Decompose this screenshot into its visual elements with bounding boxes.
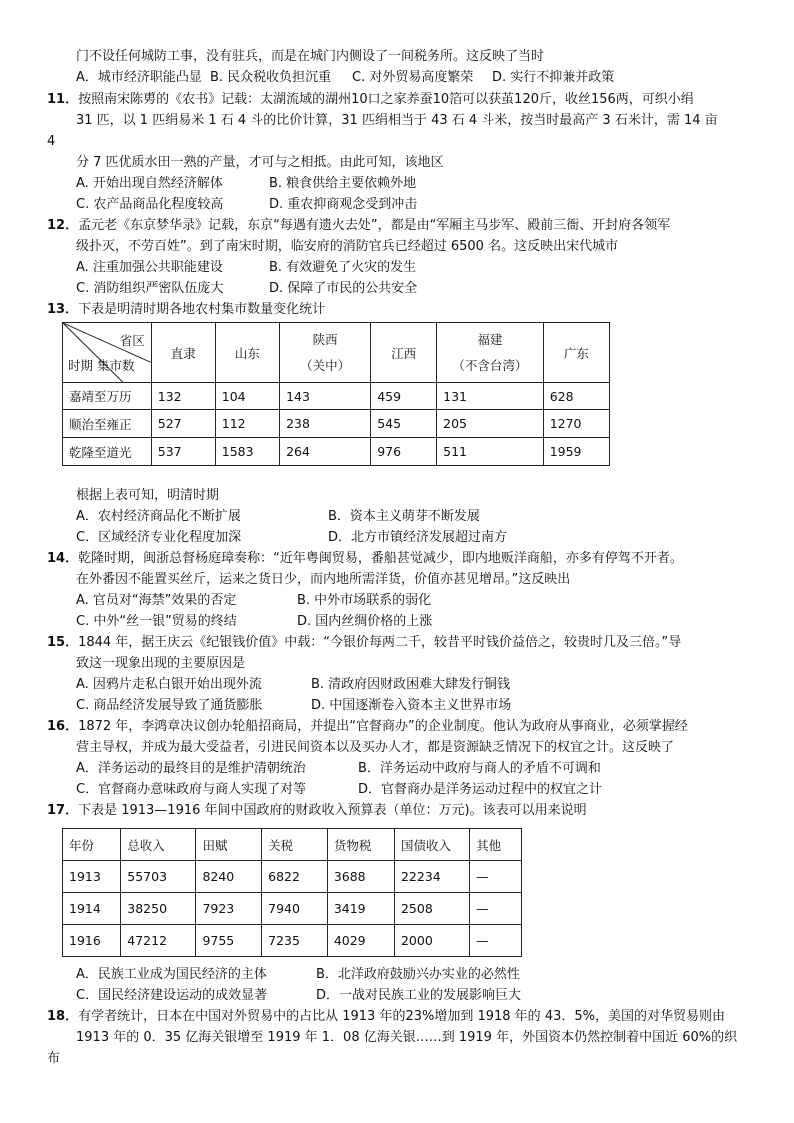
q11-option-c[interactable]: C. 农产品商品化程度较高 [76, 197, 224, 212]
table-row [63, 861, 522, 893]
q10-option-b[interactable]: B. 民众税收负担沉重 [210, 70, 332, 85]
q15-stem [47, 633, 681, 653]
q10-option-d[interactable]: D. 实行不抑兼并政策 [492, 70, 615, 85]
table-cell: 545 [371, 410, 437, 438]
table-cell: 628 [543, 383, 609, 410]
table-cell: 38250 [121, 893, 196, 925]
q12-line1: 孟元老《东京梦华录》记载，东京“每遇有遗火去处”，都是由“军厢主马步军、殿前三衙、开封府各领军 [78, 218, 671, 233]
q14-stem [47, 549, 683, 569]
q15-option-a[interactable]: A. 因鸦片走私白银开始出现外流 [76, 677, 262, 692]
q18-stem [47, 1007, 725, 1027]
table-cell: 205 [437, 410, 544, 438]
q12-option-b[interactable]: B. 有效避免了火灾的发生 [269, 260, 417, 275]
q15-options-row1 [76, 675, 510, 695]
table-row [63, 893, 522, 925]
q14-option-c[interactable]: C. 中外“丝一银”贸易的终结 [76, 614, 237, 629]
table-cell: 2508 [394, 893, 469, 925]
q17-options-row2 [76, 986, 521, 1006]
q11-number: 11． [47, 92, 79, 107]
q11-line3: 4 [47, 134, 56, 149]
q14-option-a[interactable]: A. 官员对“海禁”效果的否定 [76, 593, 237, 608]
q16-options-row2 [76, 780, 602, 800]
table-cell: 7940 [262, 893, 328, 925]
q10-options [76, 68, 614, 88]
q11-line2: 31 匹，以 1 匹绢易米 1 石 4 斗的比价计算，31 匹绢相当于 43 石 4 斗米，按当时最高产 3 石米计，需 14 亩 [76, 113, 718, 128]
q16-option-c[interactable]: C．官督商办意味政府与商人实现了对等 [76, 782, 307, 797]
header-fujian [437, 323, 544, 383]
table-cell: 1916 [63, 925, 121, 957]
q14-option-b[interactable]: B. 中外市场联系的弱化 [297, 593, 432, 608]
q11-line4: 分 7 匹优质水田一熟的产量，才可与之相抵。由此可知，该地区 [76, 155, 444, 170]
table-row [63, 383, 610, 410]
q18-line1: 有学者统计，日本在中国对外贸易中的占比从 1913 年的23%增加到 1918 年的 43．5%，美国的对华贸易则由 [78, 1009, 725, 1024]
header-guangdong: 广东 [543, 323, 609, 383]
q13-options-row2 [76, 528, 507, 548]
q13-option-b[interactable]: B．资本主义萌芽不断发展 [328, 509, 480, 524]
header-other: 其他 [470, 829, 522, 861]
q11-options-row2 [76, 195, 417, 215]
header-shaanxi-name: 陕西 [312, 331, 338, 347]
table-cell: 132 [151, 383, 215, 410]
header-bonds: 国债收入 [394, 829, 469, 861]
corner-label-period: 时期 集市数 [68, 358, 135, 373]
table-cell: 104 [215, 383, 279, 410]
period-cell: 嘉靖至万历 [63, 383, 152, 410]
header-total: 总收入 [121, 829, 196, 861]
period-cell: 乾隆至道光 [63, 438, 152, 466]
q13-options-row1 [76, 507, 480, 527]
table-cell: 9755 [196, 925, 262, 957]
q12-options-row1 [76, 258, 416, 278]
table-cell: 238 [280, 410, 371, 438]
q16-option-b[interactable]: B．洋务运动中政府与商人的矛盾不可调和 [358, 761, 601, 776]
q17-stem [47, 801, 587, 821]
table-cell: 2000 [394, 925, 469, 957]
q16-option-d[interactable]: D．官督商办是洋务运动过程中的权宜之计 [358, 782, 603, 797]
q17-option-d[interactable]: D．一战对民族工业的发展影响巨大 [316, 988, 522, 1003]
q17-line1: 下表是 1913—1916 年间中国政府的财政收入预算表（单位：万元)。该表可以用来说明 [78, 803, 587, 818]
table-cell: 4029 [327, 925, 394, 957]
table-row [63, 410, 610, 438]
header-fujian-sub: （不含台湾） [452, 357, 528, 373]
q14-number: 14． [47, 551, 79, 566]
header-jiangxi: 江西 [371, 323, 437, 383]
table-cell: 22234 [394, 861, 469, 893]
q11-option-a[interactable]: A. 开始出现自然经济解体 [76, 176, 223, 191]
header-goods-tax: 货物税 [327, 829, 394, 861]
q13-number: 13． [47, 302, 79, 317]
q15-number: 15． [47, 635, 79, 650]
q11-stem [47, 90, 694, 110]
q15-line1: 1844 年，据王庆云《纪银钱价值》中载：“今银价每两二千，较昔平时钱价益倍之，较贵时几及三倍。”导 [78, 635, 682, 650]
q13-option-a[interactable]: A．农村经济商品化不断扩展 [76, 509, 241, 524]
header-land-tax: 田赋 [196, 829, 262, 861]
header-shaanxi [280, 323, 371, 383]
q11-line1: 按照南宋陈旉的《农书》记载：太湖流域的湖州10口之家养蚕10箔可以获茧120斤，收丝156两，可织小绢 [78, 92, 694, 107]
q18-line3: 布 [47, 1051, 61, 1066]
header-shandong: 山东 [215, 323, 279, 383]
table-cell: 6822 [262, 861, 328, 893]
q11-option-b[interactable]: B. 粮食供给主要依赖外地 [269, 176, 417, 191]
q10-option-c[interactable]: C. 对外贸易高度繁荣 [352, 70, 474, 85]
q13-after-text: 根据上表可知，明清时期 [76, 488, 220, 503]
q16-option-a[interactable]: A．洋务运动的最终目的是维护清朝统治 [76, 761, 306, 776]
q15-option-b[interactable]: B. 清政府因财政困难大肆发行铜钱 [311, 677, 511, 692]
header-customs: 关税 [262, 829, 328, 861]
q14-line2: 在外番因不能置买丝斤，运来之货日少，而内地所需洋货，价值亦甚见增昂。”这反映出 [76, 572, 571, 587]
q18-line2: 1913 年的 0．35 亿海关银增至 1919 年 1．08 亿海关银……到 1919 年，外国资本仍然控制着中国近 60%的织 [76, 1030, 738, 1045]
header-shaanxi-sub: （关中） [300, 357, 351, 373]
q15-option-d[interactable]: D. 中国逐渐卷入资本主义世界市场 [311, 698, 512, 713]
q14-options-row1 [76, 591, 431, 611]
q12-line2: 级扑灭，不劳百姓”。到了南宋时期，临安府的消防官兵已经超过 6500 名。这反映出宋代城市 [76, 239, 619, 254]
table-cell: 511 [437, 438, 544, 466]
q13-line1: 下表是明清时期各地农村集市数量变化统计 [78, 302, 326, 317]
q17-option-a[interactable]: A．民族工业成为国民经济的主体 [76, 967, 267, 982]
market-count-table [62, 322, 610, 466]
q15-line2: 致这一现象出现的主要原因是 [76, 656, 246, 671]
q12-number: 12． [47, 218, 79, 233]
table-cell: 143 [280, 383, 371, 410]
q16-line2: 营主导权，并成为最大受益者，引进民间资本以及买办人才，都是资源缺乏情况下的权宜之计。这反映了 [76, 740, 675, 755]
table-row [63, 438, 610, 466]
q17-option-c[interactable]: C．国民经济建设运动的成效显著 [76, 988, 268, 1003]
q14-option-d[interactable]: D. 国内丝绸价格的上涨 [297, 614, 433, 629]
q18-number: 18． [47, 1009, 79, 1024]
table-header-row [63, 323, 610, 383]
table-cell: 7235 [262, 925, 328, 957]
table-cell: 264 [280, 438, 371, 466]
table-cell: 47212 [121, 925, 196, 957]
fiscal-revenue-table [62, 828, 522, 957]
q16-stem [47, 717, 688, 737]
q11-option-d[interactable]: D. 重农抑商观念受到冲击 [269, 197, 418, 212]
q12-option-d[interactable]: D. 保障了市民的公共安全 [269, 281, 418, 296]
table-cell: 7923 [196, 893, 262, 925]
table-cell: 1914 [63, 893, 121, 925]
q10-option-a[interactable]: A．城市经济职能凸显 [76, 70, 202, 85]
table-cell: 131 [437, 383, 544, 410]
q15-options-row2 [76, 696, 511, 716]
q16-options-row1 [76, 759, 601, 779]
table-cell: 1913 [63, 861, 121, 893]
q12-option-c[interactable]: C. 消防组织严密队伍庞大 [76, 281, 224, 296]
period-cell: 顺治至雍正 [63, 410, 152, 438]
q14-options-row2 [76, 612, 432, 632]
table-cell: 1583 [215, 438, 279, 466]
corner-label-region: 省区 [119, 333, 145, 348]
table-cell: 112 [215, 410, 279, 438]
q13-option-d[interactable]: D．北方市镇经济发展超过南方 [328, 530, 508, 545]
header-zhili: 直隶 [151, 323, 215, 383]
q11-options-row1 [76, 174, 416, 194]
q15-option-c[interactable]: C. 商品经济发展导致了通货膨胀 [76, 698, 263, 713]
table-row [63, 925, 522, 957]
q17-option-b[interactable]: B．北洋政府鼓励兴办实业的必然性 [316, 967, 520, 982]
q13-option-c[interactable]: C．区域经济专业化程度加深 [76, 530, 242, 545]
q16-line1: 1872 年，李鸿章决议创办轮船招商局，并提出“官督商办”的企业制度。他认为政府从事商业，必须掌握经 [78, 719, 688, 734]
table-cell: — [470, 925, 522, 957]
table-cell: 8240 [196, 861, 262, 893]
q10-text: 门不设任何城防工事，没有驻兵，而是在城门内侧设了一间税务所。这反映了当时 [76, 49, 545, 64]
header-year: 年份 [63, 829, 121, 861]
q17-options-row1 [76, 965, 520, 985]
q16-number: 16． [47, 719, 79, 734]
q17-number: 17． [47, 803, 79, 818]
table-cell: 3688 [327, 861, 394, 893]
q14-line1: 乾隆时期，闽浙总督杨庭璋奏称：“近年粤闽贸易，番船甚觉减少，即内地贩洋商船，亦多有停驾不开者。 [78, 551, 683, 566]
table-cell: 976 [371, 438, 437, 466]
table-cell: 459 [371, 383, 437, 410]
table-cell: 1270 [543, 410, 609, 438]
diagonal-header-cell [63, 323, 152, 383]
table-cell: 3419 [327, 893, 394, 925]
table-cell: 527 [151, 410, 215, 438]
q12-options-row2 [76, 279, 417, 299]
q12-stem [47, 216, 670, 236]
table-cell: 537 [151, 438, 215, 466]
table-cell: 1959 [543, 438, 609, 466]
header-fujian-name: 福建 [477, 331, 503, 347]
table-cell: — [470, 893, 522, 925]
q13-stem [47, 300, 325, 320]
q12-option-a[interactable]: A. 注重加强公共职能建设 [76, 260, 223, 275]
table-cell: 55703 [121, 861, 196, 893]
table-cell: — [470, 861, 522, 893]
table-header-row [63, 829, 522, 861]
